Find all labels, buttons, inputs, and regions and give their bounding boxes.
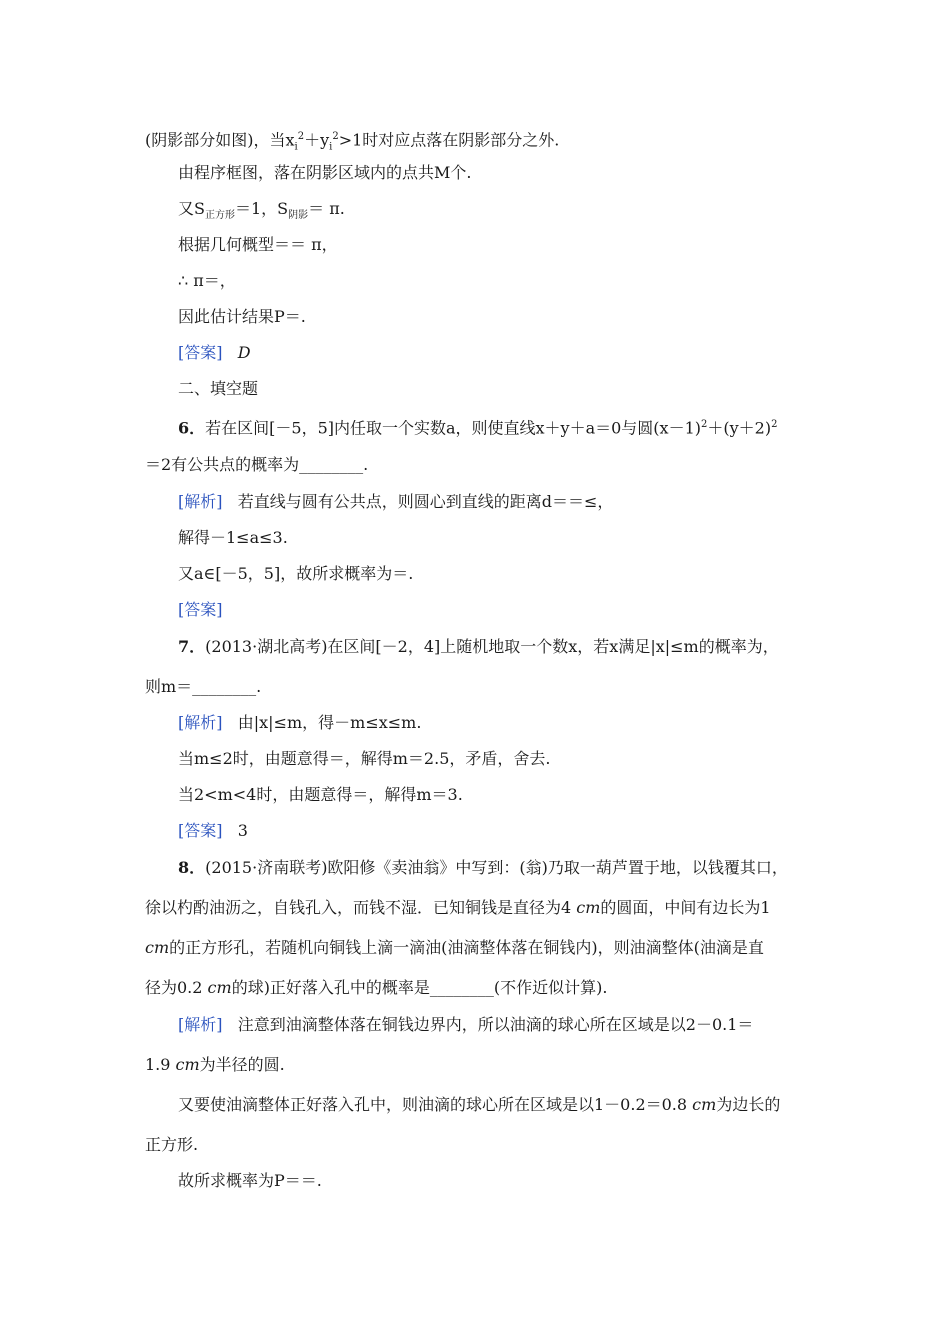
text-line: 则m＝________. — [145, 677, 262, 696]
question-number: 7． — [178, 637, 206, 656]
text-line: (阴影部分如图)，当$x_i^2+y_i^2>1$时对应点落在阴影部分之外. — [145, 130, 560, 153]
text-line: 徐以杓酌油沥之，自钱孔入，而钱不湿．已知铜钱是直径为4 cm的圆面，中间有边长为1 — [145, 898, 771, 917]
answer-tag: [答案] — [178, 600, 223, 619]
question-number: 8． — [178, 858, 206, 877]
text-line: ＝2有公共点的概率为________. — [145, 455, 369, 474]
text-line: 径为0.2 cm的球)正好落入孔中的概率是________(不作近似计算). — [145, 978, 608, 997]
text-line: 由程序框图，落在阴影区域内的点共M个. — [178, 163, 472, 182]
text-line: 又a∈[－5，5]，故所求概率为＝. — [178, 564, 414, 583]
text-line: ∴ π＝， — [178, 271, 236, 290]
text-line: 又要使油滴整体正好落入孔中，则油滴的球心所在区域是以1－0.2＝0.8 cm为边长的 — [178, 1095, 781, 1114]
question-line: 8．(2015·济南联考)欧阳修《卖油翁》中写到：(翁)乃取一葫芦置于地，以钱覆其口， — [178, 858, 788, 877]
answer-tag: [答案] — [178, 821, 223, 840]
text-line: 当2<m<4时，由题意得＝，解得m＝3. — [178, 785, 463, 804]
text-line: 根据几何概型＝＝ π， — [178, 235, 338, 254]
text-line: 当m≤2时，由题意得＝，解得m＝2.5，矛盾，舍去. — [178, 749, 551, 768]
text-line: cm的正方形孔，若随机向铜钱上滴一滴油(油滴整体落在铜钱内)，则油滴整体(油滴是直 — [145, 938, 764, 957]
text-line: 解得－1≤a≤3. — [178, 528, 288, 547]
section-heading: 二、填空题 — [178, 379, 259, 398]
question-number: 6． — [178, 418, 206, 438]
analysis-line: [解析] 由|x|≤m，得－m≤x≤m. — [178, 713, 422, 732]
text-line: 正方形. — [145, 1135, 199, 1154]
answer-line: [答案] 3 — [178, 821, 248, 840]
analysis-tag: [解析] — [178, 713, 223, 732]
answer-line — [178, 600, 223, 620]
text-line: 因此估计结果P＝. — [178, 307, 306, 326]
answer-tag: [答案] — [178, 343, 223, 362]
answer-line: [答案] D — [178, 343, 251, 362]
analysis-tag: [解析] — [178, 1015, 223, 1034]
text-line: 1.9 cm为半径的圆. — [145, 1055, 285, 1074]
text-line: 故所求概率为P＝＝. — [178, 1171, 322, 1190]
text-line: 又$S_{正方形}=1$，$S_{阴影}= \pi$. — [178, 199, 345, 222]
analysis-line: [解析] 注意到油滴整体落在铜钱边界内，所以油滴的球心所在区域是以2－0.1＝ — [178, 1015, 754, 1034]
question-line: 6．若在区间[－5，5]内任取一个实数a，则使直线x＋y＋a＝0与圆$(x-1)^2+(y+2)^2$ — [178, 418, 778, 438]
analysis-line: [解析] 若直线与圆有公共点，则圆心到直线的距离d＝＝≤， — [178, 492, 614, 511]
question-line: 7．(2013·湖北高考)在区间[－2，4]上随机地取一个数x，若x满足|x|≤m的概率为， — [178, 637, 779, 656]
analysis-tag: [解析] — [178, 492, 223, 511]
